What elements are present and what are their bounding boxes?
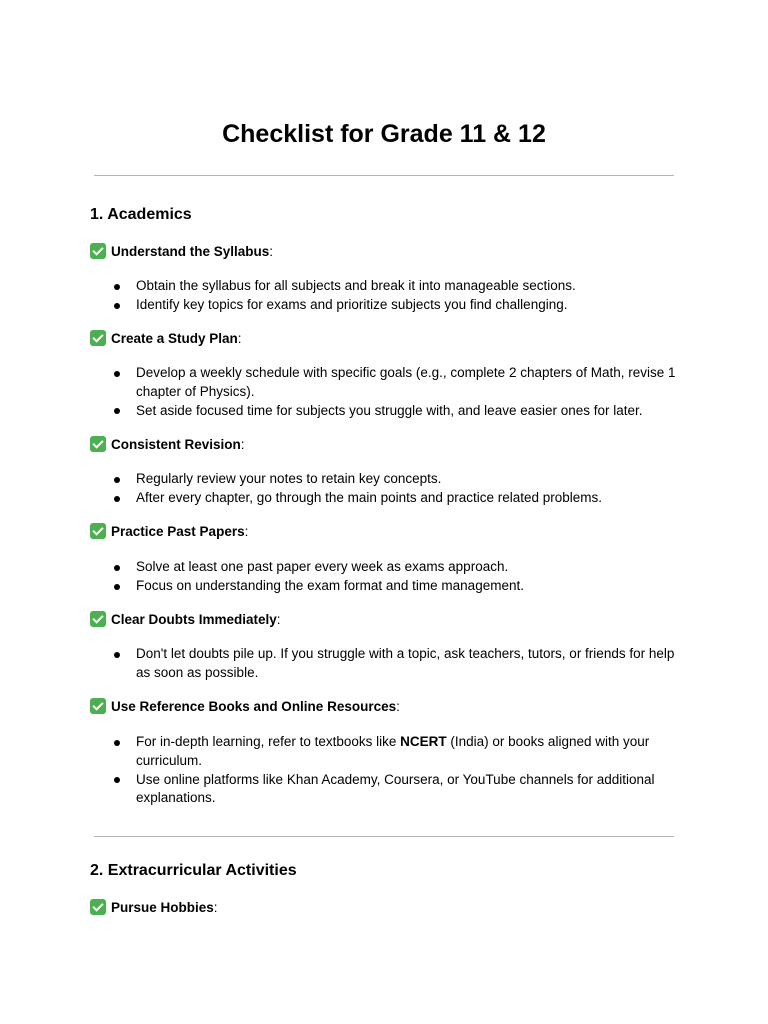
item-heading-pursue-hobbies: Pursue Hobbies: — [90, 899, 218, 917]
list-item: Focus on understanding the exam format and time management. — [112, 577, 682, 596]
list-item: Don't let doubts pile up. If you struggle with a topic, ask teachers, tutors, or friends for help as soon as possible. — [112, 645, 682, 682]
check-mark-icon — [90, 899, 106, 915]
bullet-dot — [114, 777, 120, 783]
section-heading-academics: 1. Academics — [90, 206, 192, 223]
item-heading-study-plan: Create a Study Plan: — [90, 330, 242, 348]
list-item: For in-depth learning, refer to textbooks like NCERT (India) or books aligned with your curriculum. — [112, 733, 682, 770]
section-heading-extracurricular: 2. Extracurricular Activities — [90, 862, 297, 879]
check-mark-icon — [90, 523, 106, 539]
check-mark-icon — [90, 611, 106, 627]
item-heading-clear-doubts: Clear Doubts Immediately: — [90, 611, 281, 629]
bullet-dot — [114, 584, 120, 590]
bullet-dot — [114, 371, 120, 377]
bullet-dot — [114, 477, 120, 483]
bullet-dot — [114, 652, 120, 658]
bullet-list — [112, 364, 682, 421]
bullet-dot — [114, 496, 120, 502]
list-item: Regularly review your notes to retain key concepts. — [112, 470, 682, 489]
check-mark-icon — [90, 330, 106, 346]
bullet-list — [112, 645, 682, 683]
bullet-dot — [114, 284, 120, 290]
check-mark-icon — [90, 436, 106, 452]
list-item: After every chapter, go through the main points and practice related problems. — [112, 489, 682, 508]
bullet-list — [112, 733, 682, 808]
check-mark-icon — [90, 698, 106, 714]
bullet-dot — [114, 303, 120, 309]
bullet-list — [112, 470, 682, 508]
list-item: Identify key topics for exams and prioritize subjects you find challenging. — [112, 296, 682, 315]
item-heading-past-papers: Practice Past Papers: — [90, 523, 248, 541]
list-item: Develop a weekly schedule with specific goals (e.g., complete 2 chapters of Math, revise 1 chapter of Physics). — [112, 364, 682, 401]
divider — [94, 836, 674, 837]
bullet-dot — [114, 408, 120, 414]
item-heading-consistent-revision: Consistent Revision: — [90, 436, 245, 454]
bullet-list — [112, 558, 682, 596]
bullet-list — [112, 277, 682, 315]
list-item: Set aside focused time for subjects you struggle with, and leave easier ones for later. — [112, 402, 682, 421]
bullet-dot — [114, 565, 120, 571]
item-heading-reference-books: Use Reference Books and Online Resources: — [90, 698, 400, 716]
bullet-dot — [114, 740, 120, 746]
list-item: Use online platforms like Khan Academy, Coursera, or YouTube channels for additional explanations. — [112, 771, 682, 808]
list-item: Obtain the syllabus for all subjects and break it into manageable sections. — [112, 277, 682, 296]
divider — [94, 175, 674, 176]
check-mark-icon — [90, 243, 106, 259]
item-heading-understand-syllabus: Understand the Syllabus: — [90, 243, 273, 261]
page-title: Checklist for Grade 11 & 12 — [222, 120, 546, 148]
list-item: Solve at least one past paper every week as exams approach. — [112, 558, 682, 577]
